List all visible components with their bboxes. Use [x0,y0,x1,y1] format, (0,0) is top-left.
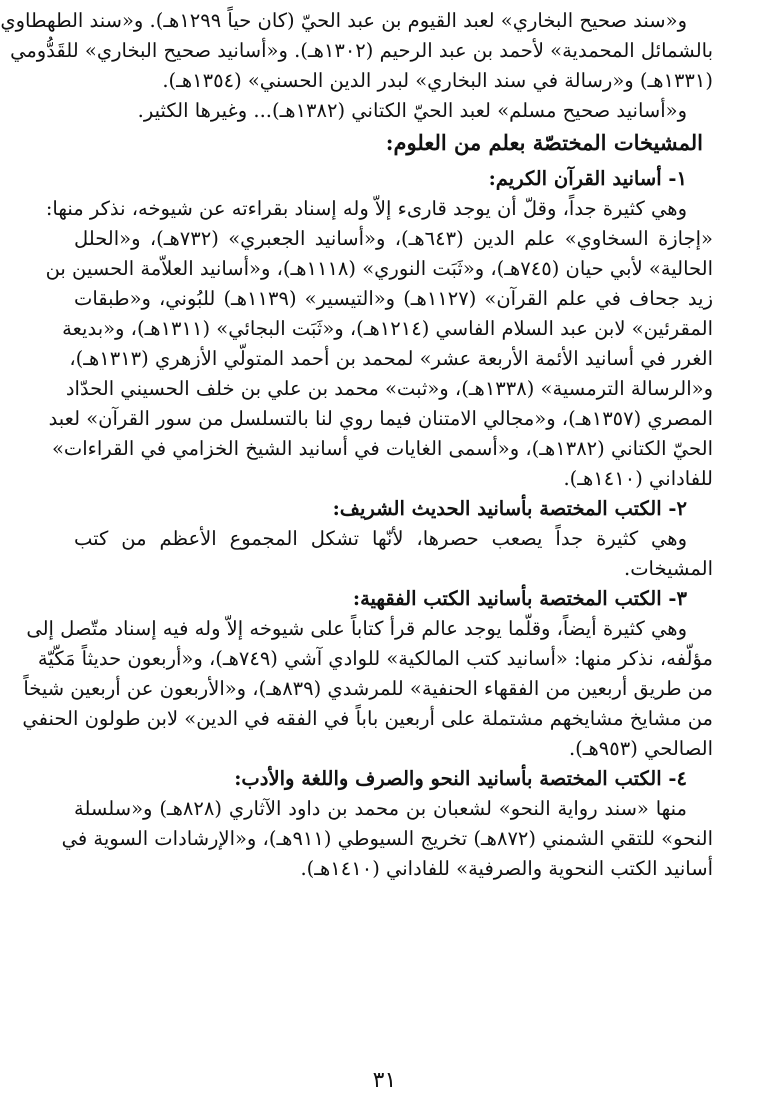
text-line: النحو» للتقي الشمني (٨٧٢هـ) تخريج السيوطي (٩١١هـ)، و«الإرشادات السوية في [61,827,713,850]
page-number: ٣١ [372,1068,397,1093]
subsection-heading: ١- أسانيد القرآن الكريم: [488,167,687,190]
text-line: الحالية» لأبي حيان (٧٤٥هـ)، و«ثَبَت النوري» (١١١٨هـ)، و«أسانيد العلاّمة الحسين بن [45,257,713,280]
text-line: المشيخات. [624,557,713,580]
text-line: المقرئين» لابن عبد السلام الفاسي (١٢١٤هـ)، و«ثَبَت البجائي» (١٣١١هـ)، و«بديعة [62,317,713,340]
section-heading: المشيخات المختصّة بعلم من العلوم: [385,130,703,155]
text-line: و«الرسالة الترمسية» (١٣٣٨هـ)، و«ثبت» محمد بن علي بن خلف الحسيني الحدّاد [65,377,713,400]
text-line: أسانيد الكتب النحوية والصرفية» للفاداني (١٤١٠هـ). [300,857,713,880]
text-line: للفاداني (١٤١٠هـ). [563,467,713,490]
text-line: من طريق أربعين من الفقهاء الحنفية» للمرشدي (٨٣٩هـ)، و«الأربعون عن أربعين شيخاً [23,677,713,700]
text-line: و«أسانيد صحيح مسلم» لعبد الحيّ الكتاني (١٣٨٢هـ)... وغيرها الكثير. [137,99,687,122]
subsection-heading: ٤- الكتب المختصة بأسانيد النحو والصرف واللغة والأدب: [234,767,687,790]
text-line: «إجازة السخاوي» علم الدين (٦٤٣هـ)، و«أسانيد الجعبري» (٧٣٢هـ)، و«الحلل [74,227,713,250]
text-line: من مشايخ مشايخهم مشتملة على أربعين باباً في الفقه في الدين» لابن طولون الحنفي [22,707,713,730]
text-line: الغرر في أسانيد الأئمة الأربعة عشر» لمحمد بن أحمد المتولّي الأزهري (١٣١٣هـ)، [69,347,713,370]
text-line: و«سند صحيح البخاري» لعبد القيوم بن عبد الحيّ (كان حياً ١٢٩٩هـ). و«سند الطهطاوي [0,9,687,32]
text-line: (١٣٣١هـ) و«رسالة في سند البخاري» لبدر الدين الحسني» (١٣٥٤هـ). [162,69,713,92]
text-line: مؤلّفه، نذكر منها: «أسانيد كتب المالكية» للوادي آشي (٧٤٩هـ)، و«أربعون حديثاً مَكّيّة [37,647,713,670]
text-line: وهي كثيرة أيضاً، وقلّما يوجد عالم قرأ كتاباً على شيوخه إلاّ وله فيه إسناد متّصل إلى [26,617,687,640]
subsection-heading: ٢- الكتب المختصة بأسانيد الحديث الشريف: [332,497,687,520]
text-line: منها «سند رواية النحو» لشعبان بن محمد بن داود الآثاري (٨٢٨هـ) و«سلسلة [74,797,687,820]
text-line: زيد جحاف في علم القرآن» (١١٢٧هـ) و«التيسير» (١١٣٩هـ) للبُوني، و«طبقات [74,287,713,310]
text-line: الصالحي (٩٥٣هـ). [568,737,713,760]
text-line: وهي كثيرة جداً، وقلّ أن يوجد قارىء إلاّ وله إسناد بقراءته عن شيوخه، نذكر منها: [45,197,687,220]
text-line: المصري (١٣٥٧هـ)، و«مجالي الامتنان فيما روي لنا بالتسلسل من سور القرآن» لعبد [48,407,713,430]
text-line: بالشمائل المحمدية» لأحمد بن عبد الرحيم (١٣٠٢هـ). و«أسانيد صحيح البخاري» للقَدُّومي [10,39,713,62]
text-line: وهي كثيرة جداً يصعب حصرها، لأنّها تشكل المجموع الأعظم من كتب [74,527,687,550]
text-line: الحيّ الكتاني (١٣٨٢هـ)، و«أسمى الغايات في أسانيد الشيخ الخزامي في القراءات» [51,437,713,460]
subsection-heading: ٣- الكتب المختصة بأسانيد الكتب الفقهية: [352,587,687,610]
